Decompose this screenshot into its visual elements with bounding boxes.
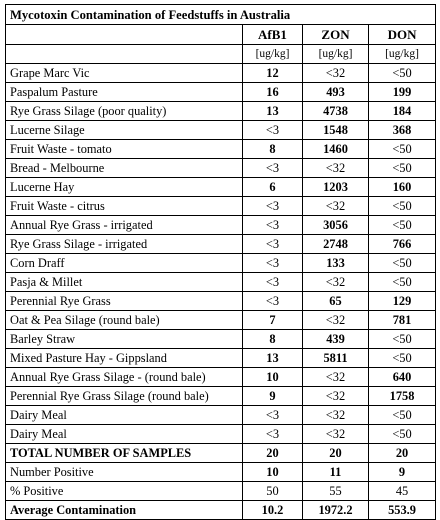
sample-name: Rye Grass Silage (poor quality) xyxy=(6,102,243,121)
don-value: 766 xyxy=(369,235,436,254)
table-row xyxy=(6,102,436,121)
table-row xyxy=(6,406,436,425)
zon-value: <32 xyxy=(303,425,369,444)
summary-row-positive xyxy=(6,463,436,482)
don-value: 199 xyxy=(369,83,436,102)
zon-value: 493 xyxy=(303,83,369,102)
don-value: <50 xyxy=(369,159,436,178)
don-value: 640 xyxy=(369,368,436,387)
sample-name: Annual Rye Grass - irrigated xyxy=(6,216,243,235)
table-row xyxy=(6,64,436,83)
zon-value: 65 xyxy=(303,292,369,311)
zon-value: 4738 xyxy=(303,102,369,121)
sample-name: Dairy Meal xyxy=(6,406,243,425)
sample-name: Annual Rye Grass Silage - (round bale) xyxy=(6,368,243,387)
table-row xyxy=(6,121,436,140)
don-value: <50 xyxy=(369,273,436,292)
afb1-value: <3 xyxy=(243,197,303,216)
summary-afb1: 50 xyxy=(243,482,303,501)
zon-value: <32 xyxy=(303,406,369,425)
table-row xyxy=(6,178,436,197)
table-row xyxy=(6,235,436,254)
table-row xyxy=(6,140,436,159)
don-value: <50 xyxy=(369,406,436,425)
summary-label: TOTAL NUMBER OF SAMPLES xyxy=(6,444,243,463)
don-value: 368 xyxy=(369,121,436,140)
afb1-value: 9 xyxy=(243,387,303,406)
sample-name: Mixed Pasture Hay - Gippsland xyxy=(6,349,243,368)
summary-don: 9 xyxy=(369,463,436,482)
summary-afb1: 10.2 xyxy=(243,501,303,520)
table-title: Mycotoxin Contamination of Feedstuffs in Australia xyxy=(6,5,436,25)
sample-name: Barley Straw xyxy=(6,330,243,349)
summary-don: 20 xyxy=(369,444,436,463)
table-row xyxy=(6,159,436,178)
zon-value: <32 xyxy=(303,311,369,330)
summary-label: % Positive xyxy=(6,482,243,501)
afb1-value: <3 xyxy=(243,273,303,292)
don-value: <50 xyxy=(369,254,436,273)
summary-zon: 20 xyxy=(303,444,369,463)
sample-name: Corn Draff xyxy=(6,254,243,273)
sample-name: Rye Grass Silage - irrigated xyxy=(6,235,243,254)
sample-name: Lucerne Hay xyxy=(6,178,243,197)
mycotoxin-table xyxy=(5,4,436,520)
summary-row-average xyxy=(6,501,436,520)
zon-value: <32 xyxy=(303,159,369,178)
table-row xyxy=(6,330,436,349)
afb1-value: <3 xyxy=(243,292,303,311)
afb1-value: <3 xyxy=(243,235,303,254)
unit-zon: [ug/kg] xyxy=(303,45,369,64)
units-blank xyxy=(6,45,243,64)
afb1-value: 13 xyxy=(243,102,303,121)
don-value: 781 xyxy=(369,311,436,330)
summary-label: Average Contamination xyxy=(6,501,243,520)
table-row xyxy=(6,273,436,292)
afb1-value: <3 xyxy=(243,406,303,425)
zon-value: 133 xyxy=(303,254,369,273)
afb1-value: 8 xyxy=(243,330,303,349)
sample-name: Grape Marc Vic xyxy=(6,64,243,83)
table-row xyxy=(6,254,436,273)
column-header-row xyxy=(6,25,436,45)
table-row xyxy=(6,216,436,235)
don-value: <50 xyxy=(369,64,436,83)
afb1-value: 7 xyxy=(243,311,303,330)
header-afb1: AfB1 xyxy=(243,25,303,45)
zon-value: <32 xyxy=(303,387,369,406)
afb1-value: 13 xyxy=(243,349,303,368)
summary-don: 45 xyxy=(369,482,436,501)
summary-don: 553.9 xyxy=(369,501,436,520)
afb1-value: <3 xyxy=(243,254,303,273)
don-value: <50 xyxy=(369,216,436,235)
afb1-value: 8 xyxy=(243,140,303,159)
don-value: 160 xyxy=(369,178,436,197)
afb1-value: 6 xyxy=(243,178,303,197)
don-value: <50 xyxy=(369,425,436,444)
summary-row-total xyxy=(6,444,436,463)
units-row xyxy=(6,45,436,64)
don-value: <50 xyxy=(369,349,436,368)
sample-name: Perennial Rye Grass Silage (round bale) xyxy=(6,387,243,406)
sample-name: Perennial Rye Grass xyxy=(6,292,243,311)
don-value: 1758 xyxy=(369,387,436,406)
don-value: <50 xyxy=(369,140,436,159)
zon-value: <32 xyxy=(303,64,369,83)
afb1-value: <3 xyxy=(243,121,303,140)
afb1-value: <3 xyxy=(243,216,303,235)
header-zon: ZON xyxy=(303,25,369,45)
table-row xyxy=(6,425,436,444)
summary-afb1: 20 xyxy=(243,444,303,463)
unit-don: [ug/kg] xyxy=(369,45,436,64)
don-value: <50 xyxy=(369,330,436,349)
zon-value: <32 xyxy=(303,273,369,292)
don-value: 184 xyxy=(369,102,436,121)
sample-name: Lucerne Silage xyxy=(6,121,243,140)
summary-label: Number Positive xyxy=(6,463,243,482)
don-value: <50 xyxy=(369,197,436,216)
summary-zon: 55 xyxy=(303,482,369,501)
header-don: DON xyxy=(369,25,436,45)
table-row xyxy=(6,387,436,406)
summary-afb1: 10 xyxy=(243,463,303,482)
zon-value: 439 xyxy=(303,330,369,349)
sample-name: Dairy Meal xyxy=(6,425,243,444)
zon-value: 1460 xyxy=(303,140,369,159)
zon-value: 3056 xyxy=(303,216,369,235)
sample-name: Oat & Pea Silage (round bale) xyxy=(6,311,243,330)
afb1-value: 10 xyxy=(243,368,303,387)
table-row xyxy=(6,292,436,311)
zon-value: 1548 xyxy=(303,121,369,140)
afb1-value: <3 xyxy=(243,159,303,178)
afb1-value: 12 xyxy=(243,64,303,83)
don-value: 129 xyxy=(369,292,436,311)
sample-name: Pasja & Millet xyxy=(6,273,243,292)
table-title-row xyxy=(6,5,436,25)
zon-value: 2748 xyxy=(303,235,369,254)
afb1-value: <3 xyxy=(243,425,303,444)
table-row xyxy=(6,349,436,368)
summary-row-percent xyxy=(6,482,436,501)
table-row xyxy=(6,368,436,387)
summary-zon: 11 xyxy=(303,463,369,482)
zon-value: 5811 xyxy=(303,349,369,368)
sample-name: Fruit Waste - tomato xyxy=(6,140,243,159)
zon-value: <32 xyxy=(303,197,369,216)
afb1-value: 16 xyxy=(243,83,303,102)
table-row xyxy=(6,197,436,216)
summary-zon: 1972.2 xyxy=(303,501,369,520)
table-row xyxy=(6,83,436,102)
sample-name: Fruit Waste - citrus xyxy=(6,197,243,216)
sample-name: Bread - Melbourne xyxy=(6,159,243,178)
table-row xyxy=(6,311,436,330)
sample-name: Paspalum Pasture xyxy=(6,83,243,102)
header-blank xyxy=(6,25,243,45)
zon-value: <32 xyxy=(303,368,369,387)
zon-value: 1203 xyxy=(303,178,369,197)
unit-afb1: [ug/kg] xyxy=(243,45,303,64)
